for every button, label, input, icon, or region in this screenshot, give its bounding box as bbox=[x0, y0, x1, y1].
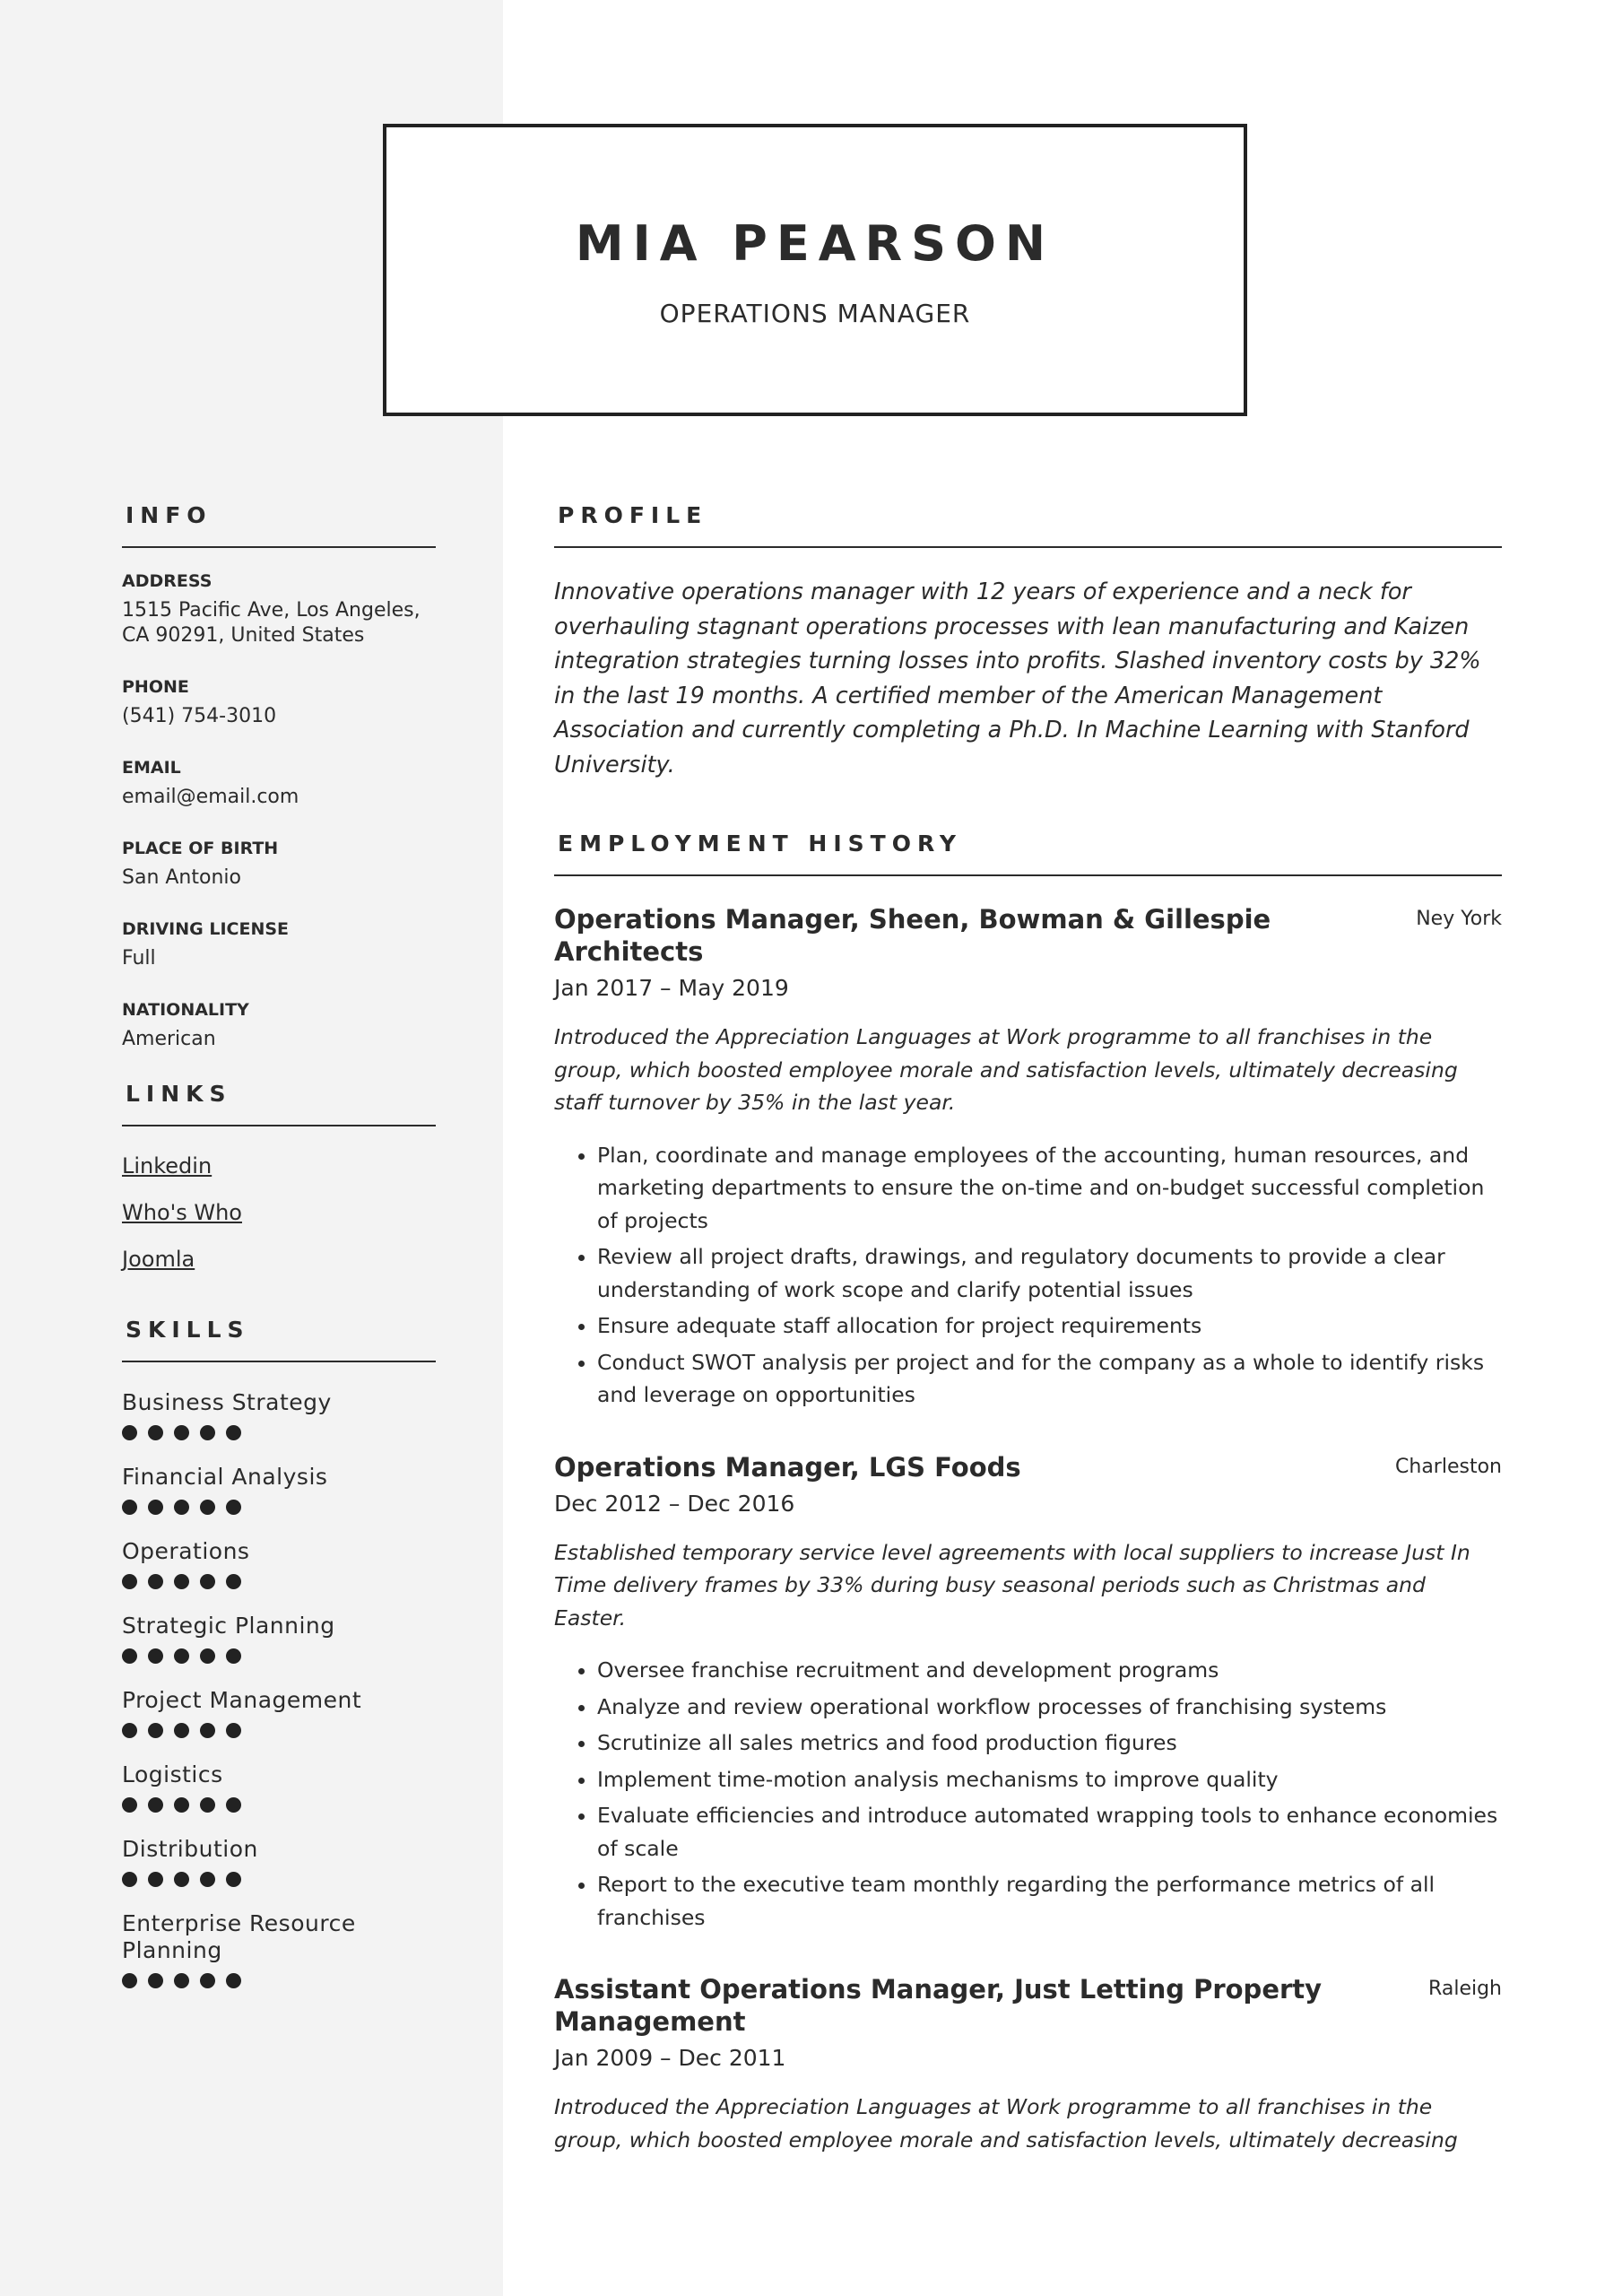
skill-dot bbox=[226, 1872, 241, 1887]
job-bullet: • Evaluate efficiencies and introduce automated wrapping tools to enhance economies of scale bbox=[597, 1799, 1502, 1865]
skill-item bbox=[122, 1613, 436, 1664]
info-label: EMAIL bbox=[122, 758, 181, 778]
skill-level-dots bbox=[122, 1872, 436, 1887]
skill-name: Operations bbox=[122, 1538, 250, 1564]
info-label: PHONE bbox=[122, 677, 189, 697]
skill-dot bbox=[122, 1574, 137, 1589]
skill-dot bbox=[226, 1425, 241, 1440]
info-value: email@email.com bbox=[122, 786, 299, 808]
skill-dot bbox=[122, 1500, 137, 1515]
skill-level-dots bbox=[122, 1648, 436, 1664]
skill-item bbox=[122, 1910, 436, 1988]
skill-dot bbox=[174, 1723, 189, 1738]
job-bullet: • Report to the executive team monthly regarding the performance metrics of all franchises bbox=[597, 1868, 1502, 1934]
skill-dot bbox=[226, 1723, 241, 1738]
main-content bbox=[554, 502, 1502, 2156]
skill-dot bbox=[200, 1973, 215, 1988]
job-title: Operations Manager, Sheen, Bowman & Gillespie Architects bbox=[554, 904, 1271, 967]
info-value: (541) 754-3010 bbox=[122, 705, 277, 727]
info-item-email bbox=[122, 758, 436, 810]
job-entry bbox=[554, 1451, 1502, 1935]
job-bullet: • Oversee franchise recruitment and development programs bbox=[597, 1654, 1502, 1687]
candidate-name: MIA PEARSON bbox=[575, 215, 1055, 272]
info-label: DRIVING LICENSE bbox=[122, 919, 290, 939]
skill-dot bbox=[174, 1425, 189, 1440]
skill-dot bbox=[200, 1500, 215, 1515]
skill-item bbox=[122, 1836, 436, 1887]
skill-level-dots bbox=[122, 1500, 436, 1515]
skill-dot bbox=[174, 1973, 189, 1988]
info-value: 1515 Pacific Ave, Los Angeles, CA 90291, United States bbox=[122, 599, 421, 647]
job-bullet: • Conduct SWOT analysis per project and for the company as a whole to identify risks and leverage on opportunities bbox=[597, 1346, 1502, 1412]
job-dates: Dec 2012 – Dec 2016 bbox=[554, 1490, 795, 1517]
job-description: Introduced the Appreciation Languages at Work programme to all franchises in the group, which boosted employee morale and satisfaction levels, ultimately decreasing staff turnover by 35% in the last year. bbox=[554, 1024, 1458, 1115]
info-item-driving-license bbox=[122, 919, 436, 971]
job-bullet: • Plan, coordinate and manage employees of the accounting, human resources, and marketing departments to ensure the on-time and on-budget successful completion of projects bbox=[597, 1139, 1502, 1238]
info-label: ADDRESS bbox=[122, 571, 213, 591]
job-bullet: • Implement time-motion analysis mechanisms to improve quality bbox=[597, 1763, 1502, 1796]
job-description: Introduced the Appreciation Languages at Work programme to all franchises in the group, which boosted employee morale and satisfaction levels, ultimately decreasing bbox=[554, 2094, 1458, 2152]
skill-dot bbox=[174, 1574, 189, 1589]
skill-item bbox=[122, 1389, 436, 1440]
skill-dot bbox=[174, 1797, 189, 1813]
link-whos-who[interactable]: Who's Who bbox=[122, 1200, 242, 1225]
skill-dot bbox=[122, 1797, 137, 1813]
job-entry bbox=[554, 903, 1502, 1412]
info-value: Full bbox=[122, 947, 156, 970]
skill-dot bbox=[226, 1797, 241, 1813]
job-dates: Jan 2009 – Dec 2011 bbox=[554, 2045, 786, 2071]
job-header bbox=[554, 903, 1502, 968]
job-title: Assistant Operations Manager, Just Letting Property Management bbox=[554, 1974, 1323, 2037]
job-bullet-list bbox=[554, 1654, 1502, 1934]
info-item-phone bbox=[122, 677, 436, 729]
skill-dot bbox=[148, 1797, 163, 1813]
skill-dot bbox=[200, 1797, 215, 1813]
skill-item bbox=[122, 1761, 436, 1813]
info-item-nationality bbox=[122, 1000, 436, 1052]
employment-heading: EMPLOYMENT HISTORY bbox=[554, 831, 1502, 876]
job-entry bbox=[554, 1973, 1502, 2156]
skill-item bbox=[122, 1687, 436, 1738]
skill-dot bbox=[226, 1648, 241, 1664]
skill-dot bbox=[148, 1425, 163, 1440]
skill-dot bbox=[148, 1500, 163, 1515]
links-heading: LINKS bbox=[122, 1081, 436, 1126]
info-heading: INFO bbox=[122, 502, 436, 548]
job-description: Established temporary service level agreements with local suppliers to increase Just In Time delivery frames by 33% during busy seasonal periods such as Christmas and Easter. bbox=[554, 1539, 1470, 1631]
job-city: Charleston bbox=[1395, 1455, 1502, 1478]
info-item-address bbox=[122, 571, 436, 648]
skill-dot bbox=[226, 1574, 241, 1589]
job-city: Ney York bbox=[1416, 908, 1502, 930]
sidebar bbox=[122, 502, 436, 2012]
info-item-place-of-birth bbox=[122, 839, 436, 891]
link-linkedin[interactable]: Linkedin bbox=[122, 1153, 213, 1178]
skill-dot bbox=[122, 1425, 137, 1440]
skill-dot bbox=[174, 1500, 189, 1515]
profile-text: Innovative operations manager with 12 years of experience and a neck for overhauling stagnant operations processes with lean manufacturing and Kaizen integration strategies turning losses into profits. Slashed inventory costs by 32% in the last 19 months. A certified member of the American Management Association and currently completing a Ph.D. In Machine Learning with Stanford University. bbox=[554, 578, 1481, 778]
job-bullet: • Ensure adequate staff allocation for project requirements bbox=[597, 1309, 1502, 1343]
skill-level-dots bbox=[122, 1797, 436, 1813]
job-bullet: • Scrutinize all sales metrics and food production figures bbox=[597, 1726, 1502, 1760]
skill-name: Logistics bbox=[122, 1761, 223, 1787]
job-city: Raleigh bbox=[1428, 1978, 1502, 2000]
skill-dot bbox=[174, 1872, 189, 1887]
skill-dot bbox=[226, 1973, 241, 1988]
job-bullet: • Analyze and review operational workflow processes of franchising systems bbox=[597, 1691, 1502, 1724]
job-bullet: • Review all project drafts, drawings, and regulatory documents to provide a clear understanding of work scope and clarify potential issues bbox=[597, 1240, 1502, 1306]
skill-level-dots bbox=[122, 1574, 436, 1589]
skills-list bbox=[122, 1389, 436, 1988]
job-header bbox=[554, 1973, 1502, 2038]
skill-dot bbox=[122, 1973, 137, 1988]
candidate-title: OPERATIONS MANAGER bbox=[659, 299, 971, 328]
skill-dot bbox=[122, 1648, 137, 1664]
info-label: NATIONALITY bbox=[122, 1000, 249, 1020]
skill-dot bbox=[200, 1723, 215, 1738]
skill-name: Business Strategy bbox=[122, 1389, 332, 1415]
info-value: American bbox=[122, 1028, 216, 1050]
job-title: Operations Manager, LGS Foods bbox=[554, 1451, 1021, 1483]
job-dates: Jan 2017 – May 2019 bbox=[554, 975, 789, 1001]
skill-dot bbox=[122, 1723, 137, 1738]
link-joomla[interactable]: Joomla bbox=[122, 1247, 195, 1272]
skill-name: Financial Analysis bbox=[122, 1464, 328, 1490]
skill-dot bbox=[200, 1872, 215, 1887]
skill-level-dots bbox=[122, 1723, 436, 1738]
skill-dot bbox=[148, 1574, 163, 1589]
job-bullet-list bbox=[554, 1139, 1502, 1412]
skill-name: Enterprise Resource Planning bbox=[122, 1910, 356, 1963]
skill-level-dots bbox=[122, 1973, 436, 1988]
skill-dot bbox=[200, 1574, 215, 1589]
skill-dot bbox=[148, 1872, 163, 1887]
skill-level-dots bbox=[122, 1425, 436, 1440]
skill-item bbox=[122, 1464, 436, 1515]
skill-item bbox=[122, 1538, 436, 1589]
skill-dot bbox=[200, 1425, 215, 1440]
skill-dot bbox=[174, 1648, 189, 1664]
name-header-box bbox=[383, 124, 1247, 416]
skill-dot bbox=[200, 1648, 215, 1664]
info-list bbox=[122, 571, 436, 1052]
links-list bbox=[122, 1153, 436, 1272]
skill-name: Distribution bbox=[122, 1836, 258, 1862]
skill-dot bbox=[122, 1872, 137, 1887]
profile-heading: PROFILE bbox=[554, 502, 1502, 548]
skill-dot bbox=[148, 1648, 163, 1664]
job-header bbox=[554, 1451, 1502, 1483]
skill-dot bbox=[148, 1973, 163, 1988]
info-value: San Antonio bbox=[122, 866, 241, 889]
skills-heading: SKILLS bbox=[122, 1317, 436, 1362]
skill-dot bbox=[226, 1500, 241, 1515]
skill-name: Project Management bbox=[122, 1687, 362, 1713]
skill-dot bbox=[148, 1723, 163, 1738]
skill-name: Strategic Planning bbox=[122, 1613, 335, 1639]
info-label: PLACE OF BIRTH bbox=[122, 839, 279, 858]
